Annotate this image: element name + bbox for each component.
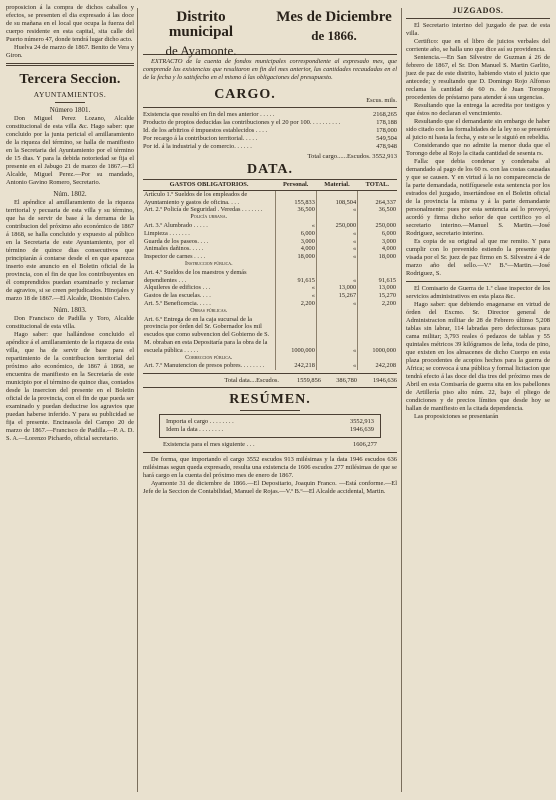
closing-signature: Ayamonte 31 de diciembre de 1866.—El Depositario, Joaquin Franco. —Está conforme.—El Jefe de la Seccion de Contabilidad, Manuel de Rojas.—V.º B.º—El Alcalde accidental, Martin. [143, 480, 397, 496]
row-material: « [316, 362, 357, 370]
section-label: Obras públicas. [190, 307, 228, 314]
extract-paragraph: EXTRACTO de la cuenta de fondos municipales correspondiente al expresado mes, que comprende las existencias que resultaron en fin del mes anterior, las cantidades recaudadas en el de la fecha y lo satisfecho en el mismo á las obligaciones del presupuesto. [143, 58, 397, 81]
col-header: TOTAL. [358, 180, 397, 191]
table-total-personal: 1559,856 [297, 377, 321, 385]
cargo-row [143, 127, 397, 135]
table-section-row [143, 214, 397, 222]
table-row [143, 253, 397, 261]
row-material: « [316, 238, 357, 246]
row-label: Art. 3.º Alumbrado . . . . . [144, 221, 208, 229]
row-personal: « [275, 292, 316, 300]
divider [406, 18, 550, 19]
table-row [143, 300, 397, 308]
district-title: Distrito municipal [168, 9, 234, 40]
existence-value: 1606,277 [353, 441, 377, 449]
row-material: 250,000 [316, 222, 357, 230]
divider [143, 387, 397, 388]
row-label: Guarda de los paseos. . . . [144, 237, 209, 245]
notice-text: Don Miguel Perez Lozano, Alcalde constitucional de esta villa &c. Hago saber: que concluido por la junta pericial el amillaramiento de la riqueza del término, se halla de manifiesto en la Secretaria del Ayuntamiento por el término de 15 dias. Y para la debida notoriedad se fija el presente en el Jabugo 21 de marzo de 1867.—El Alcalde, Miguel Perez.—Por su mandado, Antonio Gavino Romero, Secretario. [6, 115, 134, 186]
summary-box [159, 414, 381, 438]
notice-number: Número 1801. [49, 106, 91, 114]
row-personal: 1000,000 [275, 316, 316, 355]
table-row [143, 190, 397, 206]
court-paragraph: El Secretario interino del juzgado de paz de esta villa. [406, 22, 550, 37]
col-header: GASTOS OBLIGATORIOS. [143, 180, 275, 191]
intro-paragraph: proposicion á la compra de dichos caballos y efectos, se presenten el dia expresado á las doce de su mañana en el local que ocupa la fuerza del cuerpo residente en esta capital, sita calle del Puerto número 47, donde tendrá lugar dicho acto. [6, 4, 134, 43]
row-total: 18,000 [358, 253, 397, 261]
table-total-grand: 1946,636 [373, 377, 397, 385]
war-notice-text: Las proposiciones se presentarán [414, 413, 499, 420]
cargo-title: CARGO. [214, 87, 276, 102]
row-personal: « [275, 284, 316, 292]
cargo-label: Por recargo á la contribucion territorial. . . . . [143, 135, 258, 142]
row-material: « [316, 206, 357, 214]
table-row [143, 269, 397, 285]
cargo-total [143, 153, 397, 160]
expenses-table [143, 179, 397, 370]
court-paragraph: Considerando que no admite la menor duda que el Torongo debe al Rojo la citada cantidad de sesenta rs. [406, 142, 550, 157]
summary-title: RESÚMEN. [229, 392, 311, 408]
closing-paragraph: De forma, que importando el cargo 3552 escudos 913 milésimas y la data 1946 escudos 636 milésimas segun queda expresado, resulta una existencia de 1606 escudos 277 milésimas de que se hará cargo en la cuenta del próximo mes de enero de 1867. [143, 456, 397, 480]
row-total: 4,000 [358, 245, 397, 253]
section-label: Policía urbana. [190, 214, 228, 221]
row-personal: 18,000 [275, 253, 316, 261]
row-material: « [316, 245, 357, 253]
cargo-row [143, 143, 397, 151]
col-header: Personal. [275, 180, 316, 191]
row-label: Alquileres de edificios . . . [144, 284, 211, 292]
row-label: Art. 5.º Beneficencia. . . . . [144, 299, 211, 307]
war-notice-text: Hago saber: que debiendo enagenarse en virtud de órden del Excmo. Sr. Director general de Administracion militar de 28 de Febrero último 5,208 tablas sin labrar, 114 labradas pero defectuosas para cama militar; 3,793 reales ó pedazos de tablas y 55 quintales métricos 39 kilógramos de leña, toda de pino, que existen en los almacenes de dicho Cuerpo en esta plaza procedentes de acopios hechos para la guerra de Africa; se convoca á una pública y formal licitacion que tendrá efecto á las doce del dia tres del próximo mes de Abril en esta Comisaría de guerra sita en los pabellones de Artillería piso alto núm. 22, bajo el pliego de condiciones y de precios límites que desde hoy se hallan de manifiesto en la citada dependencia. [406, 301, 550, 412]
row-material: « [316, 316, 357, 355]
row-material: « [316, 300, 357, 308]
summary-label: Idem la data . . . . . . . . [166, 426, 224, 434]
table-row [143, 245, 397, 253]
cargo-unit: Escus. mils. [366, 97, 397, 104]
divider [6, 63, 134, 66]
column-divider [137, 8, 138, 792]
row-personal: « [275, 222, 316, 230]
row-personal: 242,218 [275, 362, 316, 370]
row-label: Gastos de las escuelas. . . . [144, 292, 211, 300]
court-paragraph: Es copia de su original al que me remito. Y para cumplir con lo prevenido estiendo la presente que visada por el Sr. juez de paz firmo en S. Silvestre á 4 de marzo año del sello.—V.º B.º—Martin.—José Rodriguez, S. [406, 238, 550, 277]
table-total-material: 386,780 [336, 377, 357, 385]
notice-heading: Don Francisco de Padilla y Toro, Alcalde constitucional de esta villa. [6, 315, 134, 330]
row-total: 264,337 [358, 190, 397, 206]
table-row [143, 238, 397, 246]
table-row [143, 292, 397, 300]
row-material: 108,504 [316, 190, 357, 206]
divider [55, 102, 85, 103]
divider [143, 107, 397, 108]
row-material: « [316, 253, 357, 261]
row-total: 15,270 [358, 292, 397, 300]
table-section-row [143, 261, 397, 269]
divider [143, 452, 397, 453]
cargo-label: Producto de propios deducidas las contribuciones y el 20 por 100. . . . . . . . . . [143, 119, 341, 126]
war-notice-heading: El Comisario de Guerra de 1.ª clase inspector de los servicios administrativos en esta plaza &c. [406, 285, 550, 300]
right-column [406, 4, 550, 421]
row-material: « [316, 230, 357, 238]
row-personal: 4,000 [275, 245, 316, 253]
notice-number: Núm. 1803. [53, 306, 87, 314]
table-row [143, 222, 397, 230]
table-row [143, 230, 397, 238]
row-label: Art. 4.º Sueldos de los maestros y demás dependientes . . . [144, 268, 247, 284]
summary-list [166, 418, 374, 434]
notice-text: El apéndice al amillaramiento de la riqueza territorial y pecuaria de esta villa y su término, que ha de servir de base á la derrama de la contribucion del próximo año económico de 1867 á 1868, se halla concluido y expuesto al público en la Secretaria de este Ayuntamiento, por el término de quince dias consecutivos que principiarán á contarse desde el en que aparezca inserto este anuncio en el Boletin oficial de la provincia, con el fin de que los contribuyentes en él comprendidos puedan examinarlo y reclamar de agravios, si se creen perjudicados. Hinojales y marzo 18 de 1867.—El Alcalde, Dionisio Calvo. [6, 199, 134, 302]
row-personal: 155,833 [275, 190, 316, 206]
center-column [143, 4, 397, 496]
existence-label: Existencia para el mes siguiente . . . [163, 441, 255, 449]
divider [143, 373, 397, 374]
row-total: 2,200 [358, 300, 397, 308]
data-title: DATA. [246, 162, 294, 177]
cargo-row [143, 111, 397, 119]
summary-row [166, 426, 374, 434]
table-total-label: Total data....Escudos. [224, 377, 279, 385]
summary-value: 3552,913 [350, 418, 374, 426]
court-paragraph: Falla: que debia condenar y condenaba al demandado al pago de los 60 rs. con las costas causadas y que se causen. Y en virtud á la no comparecencia de la parte demandada, notifíquesele esta sentencia por los estrados del juzgado, insertándose en el Boletin oficial de la provincia la misma y á la parte demandante personalmente: pues por esta sentencia así lo proveyó, acordó y firma dicho señor de que certifico yo el secretario interino.—Manuel S. Martin.—José Rodriguez, secretario interino. [406, 158, 550, 237]
row-personal: 2,200 [275, 300, 316, 308]
row-label: Animales dañinos. . . . . [144, 245, 204, 253]
row-total: 242,208 [358, 362, 397, 370]
column-divider [401, 8, 402, 792]
row-material: « [316, 269, 357, 285]
notice-number: Núm. 1802. [53, 190, 87, 198]
row-total: 6,000 [358, 230, 397, 238]
cargo-value: 178,188 [376, 119, 397, 126]
table-row [143, 316, 397, 355]
row-label: Art. 6.º Entrega de en la caja sucursal de la provincia por órden del Sr. Gobernador los mil escudos que como subvencion del Gobierno de S. M. obraban en esta Depositaría para la obra de la escuela pública . . . . . [144, 315, 270, 354]
courts-title: JUZGADOS. [452, 6, 504, 15]
court-paragraph: Resultando que la entrega la acredita por testigos y que éstos no declaran el vencimiento. [406, 102, 550, 117]
row-label: Artículo 1.º Sueldos de los empleados de Ayuntamiento y gastos de oficina. . . . [144, 190, 248, 206]
cargo-total-value: 3552,913 [372, 153, 397, 160]
district-heading [143, 10, 259, 58]
court-paragraph: Resultando que el demandante sin embargo de haber sido citado con las formalidades de la ley no se presentó al juicio ni hasta la fecha, y este se le siguió en rebeldia. [406, 118, 550, 141]
month-title: Mes de Diciembre [276, 9, 392, 25]
row-total: 1000,000 [358, 316, 397, 355]
row-label: Art. 2.º Policía de Seguridad . Veredas . . . . . . . [144, 206, 263, 214]
row-material: 15,267 [316, 292, 357, 300]
table-row [143, 206, 397, 214]
section-label: Correccion pública. [185, 354, 233, 361]
cargo-row [143, 119, 397, 127]
intro-signature: Huelva 24 de marzo de 1867. Benito de Vera y Giron. [6, 44, 134, 59]
row-label: Limpieza . . . . . . . [144, 229, 190, 237]
cargo-value: 178,000 [376, 127, 397, 134]
row-total: 250,000 [358, 222, 397, 230]
summary-row [166, 418, 374, 426]
table-row [143, 284, 397, 292]
cargo-header [143, 84, 397, 104]
existence-row [163, 441, 377, 449]
cargo-label: Id. de los arbitrios é impuestos establecidos . . . . [143, 127, 268, 134]
row-personal: 3,000 [275, 238, 316, 246]
month-year: de 1866. [311, 28, 357, 43]
district-place: de Ayamonte. [165, 43, 237, 58]
court-paragraph: Certifico: que en el libro de juicios verbales del corriente año, se halla uno que dice así su providencia. [406, 38, 550, 53]
account-header [143, 4, 397, 58]
cargo-label: Por id. á la industrial y de comercio. . . . . . [143, 143, 252, 150]
month-heading [271, 10, 397, 43]
cargo-total-label: Total cargo......Escudos. [307, 153, 371, 160]
row-total: 13,000 [358, 284, 397, 292]
court-paragraph: Sentencia.—En San Silvestre de Guzman á 26 de febrero de 1867, el Sr. Don Manuel S. Martin Garlito, juez de paz de este distrito, habiendo visto el juicio que antecede; y resultando que D. Domingo Rojo Alfonso reclama la cantidad de 60 rs. de Juan Torongo procedentes de préstamo para atender á sus urgencias. [406, 54, 550, 101]
cargo-value: 2168,265 [373, 111, 397, 118]
notice-text: Hago saber: que hallándose concluido el apéndice á el amillaramiento de la riqueza de esta villa, que ha de servir de base para el repartimiento de la contribucion territorial del próximo año económico, de 1867 á 1868, se encuentra de manifiesto en la Secretaría de este municipio por el término de quince dias, contados desde la insercion del presente en el Boletin oficial de la provincia, con el fin de que pueda ser examinado y puedan deducirse los agravios que puedan haberse inferido. Y para su publicidad se fija el presente. Encinasola del Campo 20 de marzo de 1867.—Francisco de Padilla.—P. A. D. S. A.—Lorenzo Pichardo, oficial secretario. [6, 331, 134, 442]
section-subtitle: AYUNTAMIENTOS. [33, 90, 107, 99]
section-title: Tercera Seccion. [19, 72, 121, 87]
cargo-label: Existencia que resultó en fin del mes anterior . . . . . [143, 111, 275, 118]
cargo-row [143, 135, 397, 143]
row-label: Art. 7.º Manutencion de presos pobres. . . . . . . . [144, 362, 265, 370]
section-label: Instruccion pública. [184, 260, 233, 267]
summary-value: 1946,639 [350, 426, 374, 434]
row-total: 91,615 [358, 269, 397, 285]
summary-label: Importa el cargo . . . . . . . . [166, 418, 234, 426]
row-total: 36,500 [358, 206, 397, 214]
table-total-row [143, 377, 397, 384]
cargo-value: 478,948 [376, 143, 397, 150]
divider [240, 410, 300, 411]
cargo-list [143, 111, 397, 151]
divider [406, 281, 550, 282]
table-section-row [143, 308, 397, 316]
row-label: Inspector de carnes . . . . [144, 253, 206, 261]
row-personal: 6,000 [275, 230, 316, 238]
row-personal: 36,500 [275, 206, 316, 214]
left-column [6, 4, 134, 443]
table-row [143, 362, 397, 370]
row-material: 13,000 [316, 284, 357, 292]
cargo-value: 549,504 [376, 135, 397, 142]
table-header-row [143, 180, 397, 191]
row-personal: 91,615 [275, 269, 316, 285]
row-total: 3,000 [358, 238, 397, 246]
col-header: Material. [316, 180, 357, 191]
table-section-row [143, 355, 397, 363]
